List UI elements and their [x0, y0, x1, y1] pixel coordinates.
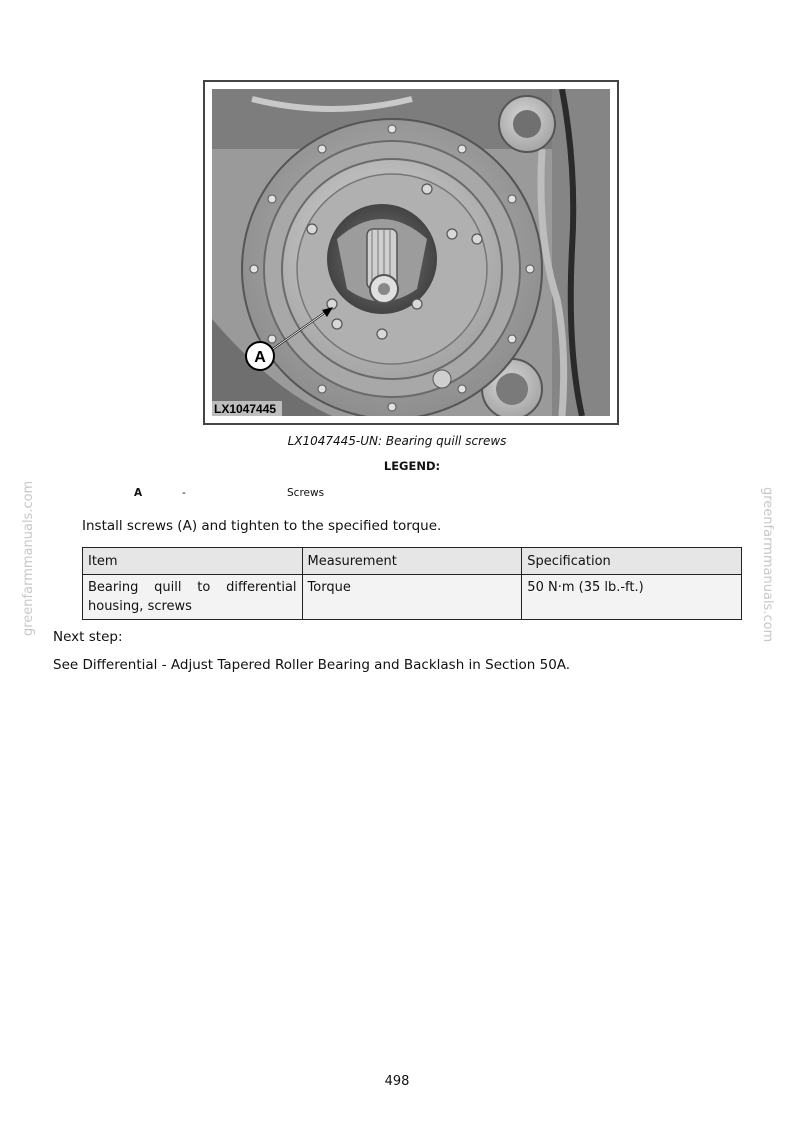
spec-table: [82, 547, 742, 620]
callout-letter: A: [254, 349, 266, 366]
table-header-row: [83, 548, 742, 575]
reference-link[interactable]: Differential - Adjust Tapered Roller Bearing and Backlash: [82, 657, 465, 673]
instruction-text: Install screws (A) and tighten to the specified torque.: [82, 518, 442, 534]
bearing-quill-photo: [203, 80, 619, 425]
cell-item: Bearing quill to differential housing, screws: [83, 575, 303, 620]
legend-title: LEGEND:: [383, 459, 441, 473]
header-measurement: Measurement: [302, 548, 522, 575]
header-item: Item: [83, 548, 303, 575]
cell-specification: 50 N·m (35 lb.-ft.): [522, 575, 742, 620]
legend-item-letter: A: [134, 487, 143, 499]
cell-measurement: Torque: [302, 575, 522, 620]
bearing-quill-illustration: [212, 89, 610, 416]
legend-item-description: Screws: [287, 487, 325, 499]
table-row: [83, 575, 742, 620]
legend-item-dash: -: [182, 487, 186, 499]
watermark-right: greenfarmmanuals.com: [760, 487, 775, 643]
figure-caption: LX1047445-UN: Bearing quill screws: [287, 434, 507, 448]
see-prefix: See: [53, 657, 83, 673]
image-label: LX1047445: [214, 402, 277, 416]
header-specification: Specification: [522, 548, 742, 575]
see-suffix: in Section 50A.: [464, 657, 571, 673]
next-step-label: Next step:: [53, 629, 123, 645]
page-number: 498: [384, 1074, 410, 1089]
watermark-left: greenfarmmanuals.com: [21, 480, 36, 636]
see-reference-line: [53, 657, 570, 673]
